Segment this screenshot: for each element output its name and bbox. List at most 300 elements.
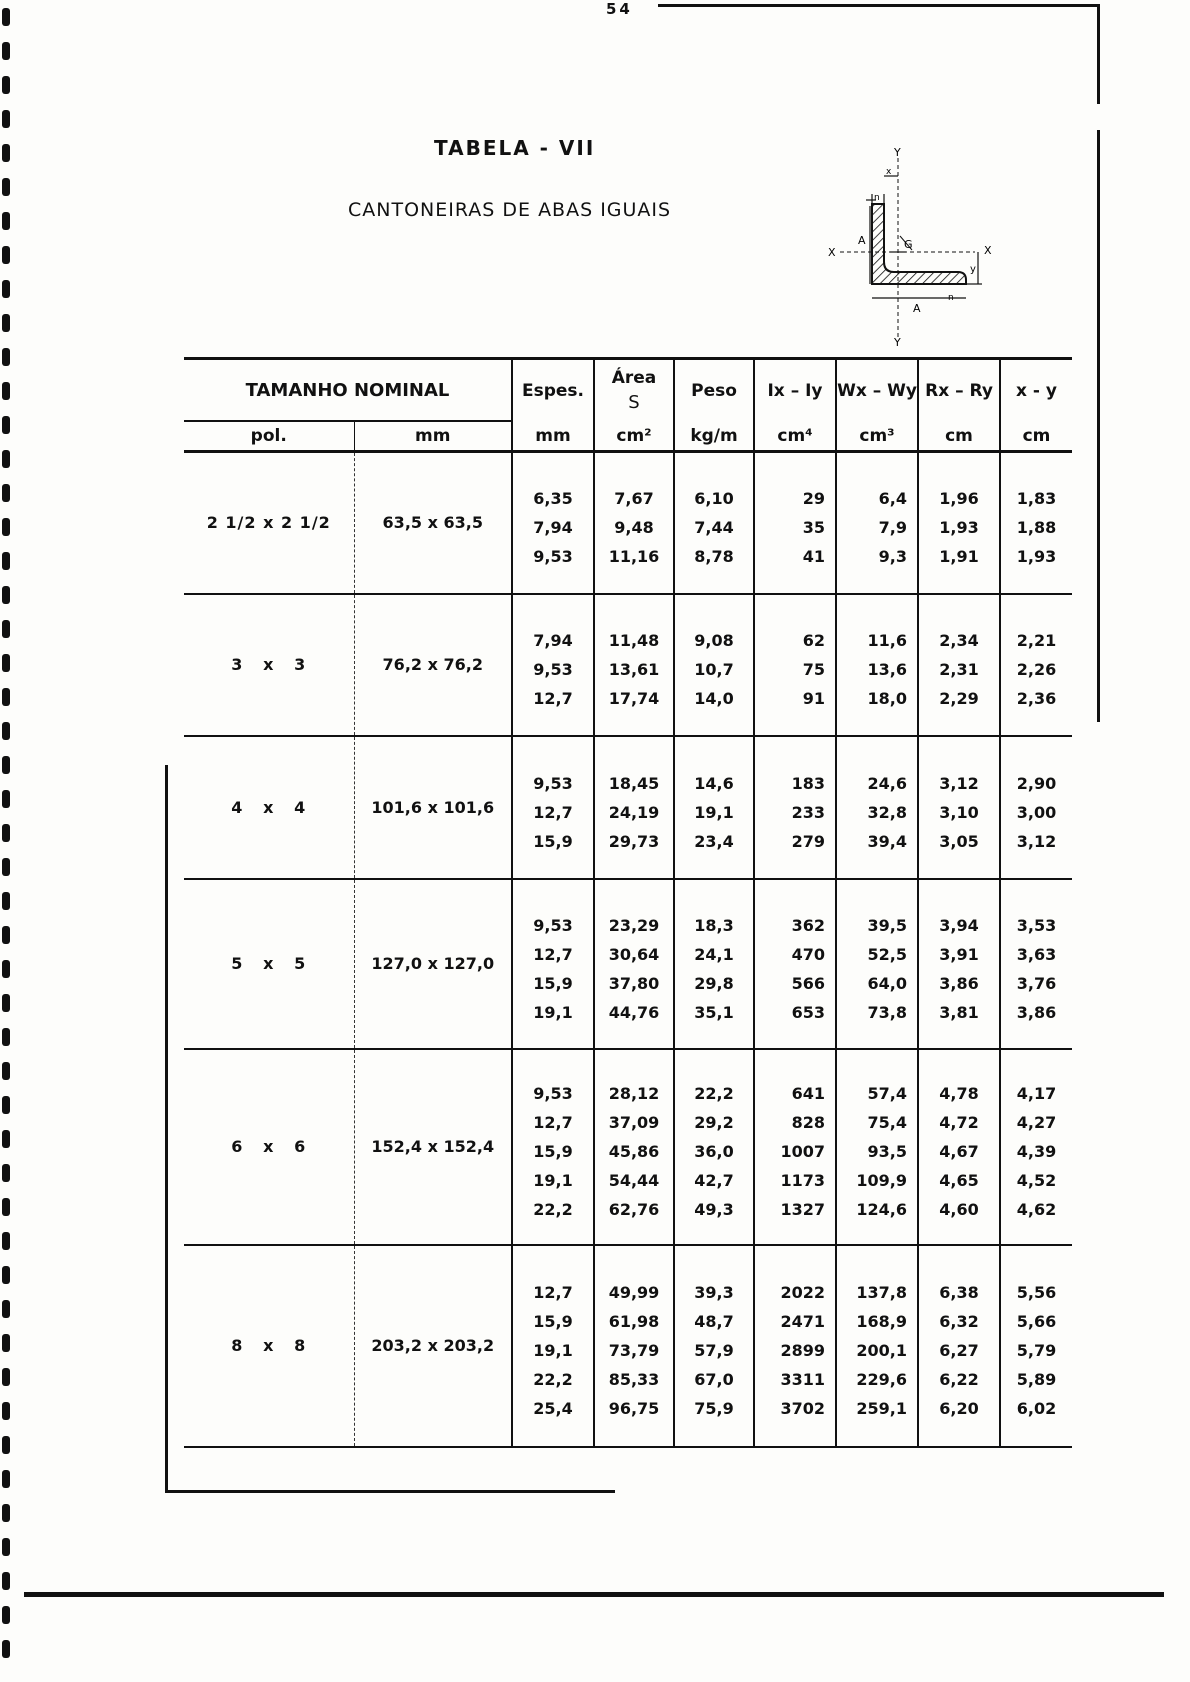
cell-ix-iy xyxy=(754,452,836,594)
cell-wx-wy xyxy=(836,1049,918,1245)
value-rx-ry: 6,20 xyxy=(939,1399,979,1418)
cell-espes xyxy=(512,594,594,736)
value-x-y: 3,86 xyxy=(1016,1002,1057,1022)
binder-hole xyxy=(2,722,10,740)
binder-hole xyxy=(2,8,10,26)
value-espes: 7,94 xyxy=(533,518,573,538)
value-rx-ry: 6,27 xyxy=(939,1341,979,1360)
value-espes: 19,1 xyxy=(533,1171,573,1190)
value-espes: 12,7 xyxy=(533,944,573,964)
value-x-y: 4,27 xyxy=(1016,1113,1057,1132)
cell-pol: 5 x 5 xyxy=(184,879,354,1049)
cell-x-y xyxy=(1000,879,1072,1049)
value-espes: 7,94 xyxy=(533,631,573,650)
value-area: 24,19 xyxy=(608,802,660,822)
unit-area: cm² xyxy=(594,421,674,452)
binder-hole xyxy=(2,1062,10,1080)
value-ix-iy: 653 xyxy=(791,1002,826,1022)
table-row xyxy=(184,1245,1072,1447)
value-peso: 6,10 xyxy=(694,489,734,509)
label-a-vertical: A xyxy=(858,234,866,247)
value-peso: 35,1 xyxy=(694,1002,734,1022)
value-x-y: 3,63 xyxy=(1016,944,1057,964)
cell-pol: 3 x 3 xyxy=(184,594,354,736)
value-wx-wy: 73,8 xyxy=(867,1002,908,1022)
value-wx-wy: 259,1 xyxy=(856,1399,908,1418)
binder-hole xyxy=(2,1130,10,1148)
value-area: 54,44 xyxy=(608,1171,660,1190)
binder-hole xyxy=(2,1300,10,1318)
binder-holes xyxy=(0,0,24,1682)
label-x-left: X xyxy=(828,246,836,259)
unit-rx-ry: cm xyxy=(918,421,1000,452)
cell-ix-iy xyxy=(754,1245,836,1447)
value-ix-iy: 1327 xyxy=(780,1200,826,1219)
value-x-y: 2,26 xyxy=(1016,660,1057,679)
value-espes: 9,53 xyxy=(533,547,573,567)
value-espes: 19,1 xyxy=(533,1002,573,1022)
header-area xyxy=(594,359,674,422)
label-n-top: n xyxy=(874,193,880,203)
binder-hole xyxy=(2,1640,10,1658)
value-peso: 49,3 xyxy=(694,1200,734,1219)
binder-hole xyxy=(2,654,10,672)
cell-pol: 4 x 4 xyxy=(184,736,354,879)
value-espes: 9,53 xyxy=(533,915,573,935)
binder-hole xyxy=(2,858,10,876)
binder-hole xyxy=(2,280,10,298)
cell-rx-ry xyxy=(918,1245,1000,1447)
value-rx-ry: 6,32 xyxy=(939,1312,979,1331)
value-rx-ry: 2,31 xyxy=(939,660,979,679)
value-espes: 12,7 xyxy=(533,802,573,822)
binder-hole xyxy=(2,1096,10,1114)
value-x-y: 3,12 xyxy=(1016,831,1057,851)
value-ix-iy: 641 xyxy=(791,1084,826,1103)
header-area-label: Área xyxy=(611,368,657,388)
value-wx-wy: 6,4 xyxy=(878,489,908,509)
value-espes: 19,1 xyxy=(533,1341,573,1360)
cell-x-y xyxy=(1000,1245,1072,1447)
value-area: 61,98 xyxy=(608,1312,660,1331)
value-wx-wy: 7,9 xyxy=(878,518,908,538)
cell-area xyxy=(594,879,674,1049)
binder-hole xyxy=(2,1504,10,1522)
value-x-y: 1,83 xyxy=(1016,489,1057,509)
value-peso: 24,1 xyxy=(694,944,734,964)
value-area: 29,73 xyxy=(608,831,660,851)
cell-espes xyxy=(512,736,594,879)
value-peso: 48,7 xyxy=(694,1312,734,1331)
header-espes: Espes. xyxy=(512,359,594,422)
cell-espes xyxy=(512,1245,594,1447)
value-area: 73,79 xyxy=(608,1341,660,1360)
value-ix-iy: 233 xyxy=(791,802,826,822)
value-x-y: 4,39 xyxy=(1016,1142,1057,1161)
header-x-y: x - y xyxy=(1000,359,1072,422)
frame-right-line-upper xyxy=(1097,4,1100,104)
cell-peso xyxy=(674,736,754,879)
value-wx-wy: 200,1 xyxy=(856,1341,908,1360)
cell-espes xyxy=(512,1049,594,1245)
label-y-small: y xyxy=(970,264,976,275)
page-number: 54 xyxy=(606,0,633,18)
cell-mm: 127,0 x 127,0 xyxy=(354,879,512,1049)
value-peso: 67,0 xyxy=(694,1370,734,1389)
value-peso: 23,4 xyxy=(694,831,734,851)
value-wx-wy: 24,6 xyxy=(867,773,908,793)
value-ix-iy: 1007 xyxy=(780,1142,826,1161)
header-wx-wy: Wx – Wy xyxy=(836,359,918,422)
cell-mm: 63,5 x 63,5 xyxy=(354,452,512,594)
value-peso: 14,6 xyxy=(694,773,734,793)
cell-peso xyxy=(674,1049,754,1245)
cell-rx-ry xyxy=(918,1049,1000,1245)
value-wx-wy: 64,0 xyxy=(867,973,908,993)
value-rx-ry: 3,05 xyxy=(939,831,979,851)
binder-hole xyxy=(2,552,10,570)
cell-pol: 6 x 6 xyxy=(184,1049,354,1245)
cell-area xyxy=(594,1049,674,1245)
value-wx-wy: 75,4 xyxy=(867,1113,908,1132)
binder-hole xyxy=(2,246,10,264)
unit-ix-iy: cm⁴ xyxy=(754,421,836,452)
value-ix-iy: 183 xyxy=(791,773,826,793)
value-wx-wy: 39,5 xyxy=(867,915,908,935)
cell-wx-wy xyxy=(836,452,918,594)
label-g: G xyxy=(904,238,913,251)
value-espes: 12,7 xyxy=(533,1283,573,1302)
value-rx-ry: 1,93 xyxy=(939,518,979,538)
header-ix-iy: Ix – Iy xyxy=(754,359,836,422)
value-rx-ry: 3,10 xyxy=(939,802,979,822)
value-wx-wy: 18,0 xyxy=(867,689,908,708)
cell-mm: 76,2 x 76,2 xyxy=(354,594,512,736)
cell-rx-ry xyxy=(918,736,1000,879)
binder-hole xyxy=(2,1266,10,1284)
binder-hole xyxy=(2,1402,10,1420)
value-x-y: 6,02 xyxy=(1016,1399,1057,1418)
value-area: 37,80 xyxy=(608,973,660,993)
cell-wx-wy xyxy=(836,879,918,1049)
label-y-top: Y xyxy=(894,148,901,159)
cell-mm: 152,4 x 152,4 xyxy=(354,1049,512,1245)
value-area: 23,29 xyxy=(608,915,660,935)
value-x-y: 3,53 xyxy=(1016,915,1057,935)
angles-table xyxy=(184,357,1072,1448)
value-x-y: 3,76 xyxy=(1016,973,1057,993)
value-peso: 39,3 xyxy=(694,1283,734,1302)
value-ix-iy: 828 xyxy=(791,1113,826,1132)
value-ix-iy: 29 xyxy=(802,489,826,509)
cell-wx-wy xyxy=(836,1245,918,1447)
unit-x-y: cm xyxy=(1000,421,1072,452)
binder-hole xyxy=(2,586,10,604)
binder-hole xyxy=(2,314,10,332)
value-area: 11,48 xyxy=(608,631,660,650)
value-rx-ry: 1,91 xyxy=(939,547,979,567)
value-area: 7,67 xyxy=(614,489,654,509)
label-x-right: X xyxy=(984,244,992,257)
value-peso: 42,7 xyxy=(694,1171,734,1190)
label-a-horizontal: A xyxy=(913,302,921,315)
value-espes: 15,9 xyxy=(533,973,573,993)
value-rx-ry: 6,22 xyxy=(939,1370,979,1389)
value-area: 49,99 xyxy=(608,1283,660,1302)
frame-left-line xyxy=(165,765,168,1493)
table-row xyxy=(184,736,1072,879)
value-area: 45,86 xyxy=(608,1142,660,1161)
header-mm: mm xyxy=(354,421,512,452)
value-espes: 9,53 xyxy=(533,773,573,793)
cell-rx-ry xyxy=(918,594,1000,736)
header-rx-ry: Rx – Ry xyxy=(918,359,1000,422)
value-ix-iy: 279 xyxy=(791,831,826,851)
value-ix-iy: 41 xyxy=(802,547,826,567)
value-wx-wy: 11,6 xyxy=(867,631,908,650)
value-x-y: 5,56 xyxy=(1016,1283,1057,1302)
cell-peso xyxy=(674,879,754,1049)
value-rx-ry: 3,91 xyxy=(939,944,979,964)
binder-hole xyxy=(2,926,10,944)
value-x-y: 1,88 xyxy=(1016,518,1057,538)
value-x-y: 4,17 xyxy=(1016,1084,1057,1103)
binder-hole xyxy=(2,1470,10,1488)
value-area: 9,48 xyxy=(614,518,654,538)
value-x-y: 3,00 xyxy=(1016,802,1057,822)
value-espes: 9,53 xyxy=(533,660,573,679)
binder-hole xyxy=(2,1164,10,1182)
cell-area xyxy=(594,594,674,736)
binder-hole xyxy=(2,892,10,910)
cell-espes xyxy=(512,452,594,594)
value-area: 13,61 xyxy=(608,660,660,679)
value-ix-iy: 470 xyxy=(791,944,826,964)
binder-hole xyxy=(2,382,10,400)
value-area: 44,76 xyxy=(608,1002,660,1022)
binder-hole xyxy=(2,1538,10,1556)
value-espes: 9,53 xyxy=(533,1084,573,1103)
cell-peso xyxy=(674,452,754,594)
binder-hole xyxy=(2,518,10,536)
binder-hole xyxy=(2,688,10,706)
cell-peso xyxy=(674,594,754,736)
value-espes: 22,2 xyxy=(533,1200,573,1219)
value-rx-ry: 4,67 xyxy=(939,1142,979,1161)
binder-hole xyxy=(2,1368,10,1386)
value-rx-ry: 4,78 xyxy=(939,1084,979,1103)
binder-hole xyxy=(2,756,10,774)
value-x-y: 4,52 xyxy=(1016,1171,1057,1190)
value-area: 30,64 xyxy=(608,944,660,964)
binder-hole xyxy=(2,110,10,128)
header-area-symbol: S xyxy=(628,392,640,413)
value-rx-ry: 4,60 xyxy=(939,1200,979,1219)
binder-hole xyxy=(2,824,10,842)
cell-x-y xyxy=(1000,452,1072,594)
value-ix-iy: 35 xyxy=(802,518,826,538)
label-x-small: x xyxy=(886,167,892,177)
frame-top-line xyxy=(658,4,1100,7)
angle-section-diagram xyxy=(820,148,1020,348)
value-ix-iy: 75 xyxy=(802,660,826,679)
value-area: 96,75 xyxy=(608,1399,660,1418)
cell-area xyxy=(594,736,674,879)
value-ix-iy: 91 xyxy=(802,689,826,708)
value-peso: 29,8 xyxy=(694,973,734,993)
label-n-bottom: n xyxy=(948,293,954,303)
binder-hole xyxy=(2,960,10,978)
unit-espes: mm xyxy=(512,421,594,452)
header-nominal: TAMANHO NOMINAL xyxy=(184,359,512,422)
value-wx-wy: 109,9 xyxy=(856,1171,908,1190)
value-peso: 57,9 xyxy=(694,1341,734,1360)
value-area: 11,16 xyxy=(608,547,660,567)
binder-hole xyxy=(2,1334,10,1352)
value-rx-ry: 6,38 xyxy=(939,1283,979,1302)
frame-bottom-line xyxy=(165,1490,615,1493)
binder-hole xyxy=(2,212,10,230)
header-pol: pol. xyxy=(184,421,354,452)
value-wx-wy: 57,4 xyxy=(867,1084,908,1103)
binder-hole xyxy=(2,1606,10,1624)
value-wx-wy: 93,5 xyxy=(867,1142,908,1161)
value-peso: 36,0 xyxy=(694,1142,734,1161)
cell-espes xyxy=(512,879,594,1049)
value-x-y: 5,89 xyxy=(1016,1370,1057,1389)
binder-hole xyxy=(2,484,10,502)
value-peso: 19,1 xyxy=(694,802,734,822)
value-wx-wy: 13,6 xyxy=(867,660,908,679)
value-rx-ry: 3,81 xyxy=(939,1002,979,1022)
header-peso: Peso xyxy=(674,359,754,422)
value-x-y: 5,66 xyxy=(1016,1312,1057,1331)
value-peso: 10,7 xyxy=(694,660,734,679)
value-x-y: 2,36 xyxy=(1016,689,1057,708)
header-row-units xyxy=(184,421,1072,452)
binder-hole xyxy=(2,1436,10,1454)
value-area: 18,45 xyxy=(608,773,660,793)
unit-peso: kg/m xyxy=(674,421,754,452)
value-wx-wy: 39,4 xyxy=(867,831,908,851)
value-ix-iy: 3311 xyxy=(780,1370,826,1389)
value-peso: 22,2 xyxy=(694,1084,734,1103)
binder-hole xyxy=(2,348,10,366)
value-rx-ry: 2,29 xyxy=(939,689,979,708)
value-peso: 7,44 xyxy=(694,518,734,538)
cell-wx-wy xyxy=(836,594,918,736)
page-bottom-rule xyxy=(24,1592,1164,1597)
cell-mm: 101,6 x 101,6 xyxy=(354,736,512,879)
cell-area xyxy=(594,452,674,594)
value-ix-iy: 566 xyxy=(791,973,826,993)
header-row-top xyxy=(184,359,1072,422)
cell-rx-ry xyxy=(918,879,1000,1049)
value-rx-ry: 3,12 xyxy=(939,773,979,793)
cell-wx-wy xyxy=(836,736,918,879)
value-wx-wy: 124,6 xyxy=(856,1200,908,1219)
cell-rx-ry xyxy=(918,452,1000,594)
binder-hole xyxy=(2,144,10,162)
cell-pol: 8 x 8 xyxy=(184,1245,354,1447)
value-ix-iy: 3702 xyxy=(780,1399,826,1418)
value-wx-wy: 52,5 xyxy=(867,944,908,964)
value-x-y: 5,79 xyxy=(1016,1341,1057,1360)
value-wx-wy: 229,6 xyxy=(856,1370,908,1389)
value-rx-ry: 2,34 xyxy=(939,631,979,650)
cell-peso xyxy=(674,1245,754,1447)
value-ix-iy: 62 xyxy=(802,631,826,650)
value-rx-ry: 4,72 xyxy=(939,1113,979,1132)
cell-area xyxy=(594,1245,674,1447)
binder-hole xyxy=(2,416,10,434)
value-wx-wy: 9,3 xyxy=(878,547,908,567)
value-peso: 14,0 xyxy=(694,689,734,708)
table-row xyxy=(184,879,1072,1049)
value-rx-ry: 4,65 xyxy=(939,1171,979,1190)
value-x-y: 4,62 xyxy=(1016,1200,1057,1219)
value-peso: 9,08 xyxy=(694,631,734,650)
table-subtitle: CANTONEIRAS DE ABAS IGUAIS xyxy=(348,199,672,221)
binder-hole xyxy=(2,1572,10,1590)
cell-x-y xyxy=(1000,594,1072,736)
table-title: TABELA - VII xyxy=(434,136,596,160)
value-peso: 8,78 xyxy=(694,547,734,567)
value-espes: 15,9 xyxy=(533,1312,573,1331)
binder-hole xyxy=(2,1028,10,1046)
value-peso: 18,3 xyxy=(694,915,734,935)
value-wx-wy: 137,8 xyxy=(856,1283,908,1302)
value-x-y: 2,21 xyxy=(1016,631,1057,650)
binder-hole xyxy=(2,620,10,638)
unit-wx-wy: cm³ xyxy=(836,421,918,452)
table-row xyxy=(184,1049,1072,1245)
value-x-y: 1,93 xyxy=(1016,547,1057,567)
binder-hole xyxy=(2,450,10,468)
value-area: 85,33 xyxy=(608,1370,660,1389)
value-espes: 12,7 xyxy=(533,1113,573,1132)
value-ix-iy: 362 xyxy=(791,915,826,935)
value-rx-ry: 1,96 xyxy=(939,489,979,509)
value-espes: 12,7 xyxy=(533,689,573,708)
binder-hole xyxy=(2,178,10,196)
cell-mm: 203,2 x 203,2 xyxy=(354,1245,512,1447)
cell-ix-iy xyxy=(754,879,836,1049)
value-area: 17,74 xyxy=(608,689,660,708)
value-x-y: 2,90 xyxy=(1016,773,1057,793)
binder-hole xyxy=(2,76,10,94)
value-area: 37,09 xyxy=(608,1113,660,1132)
value-espes: 6,35 xyxy=(533,489,573,509)
binder-hole xyxy=(2,994,10,1012)
value-wx-wy: 32,8 xyxy=(867,802,908,822)
value-ix-iy: 2022 xyxy=(780,1283,826,1302)
cell-ix-iy xyxy=(754,1049,836,1245)
frame-right-line-lower xyxy=(1097,130,1100,722)
binder-hole xyxy=(2,790,10,808)
value-espes: 15,9 xyxy=(533,831,573,851)
value-wx-wy: 168,9 xyxy=(856,1312,908,1331)
value-ix-iy: 1173 xyxy=(780,1171,826,1190)
label-y-bottom: Y xyxy=(894,336,901,348)
cell-pol: 2 1/2 x 2 1/2 xyxy=(184,452,354,594)
value-espes: 15,9 xyxy=(533,1142,573,1161)
cell-ix-iy xyxy=(754,736,836,879)
table-row xyxy=(184,594,1072,736)
value-peso: 29,2 xyxy=(694,1113,734,1132)
value-espes: 25,4 xyxy=(533,1399,573,1418)
value-rx-ry: 3,86 xyxy=(939,973,979,993)
